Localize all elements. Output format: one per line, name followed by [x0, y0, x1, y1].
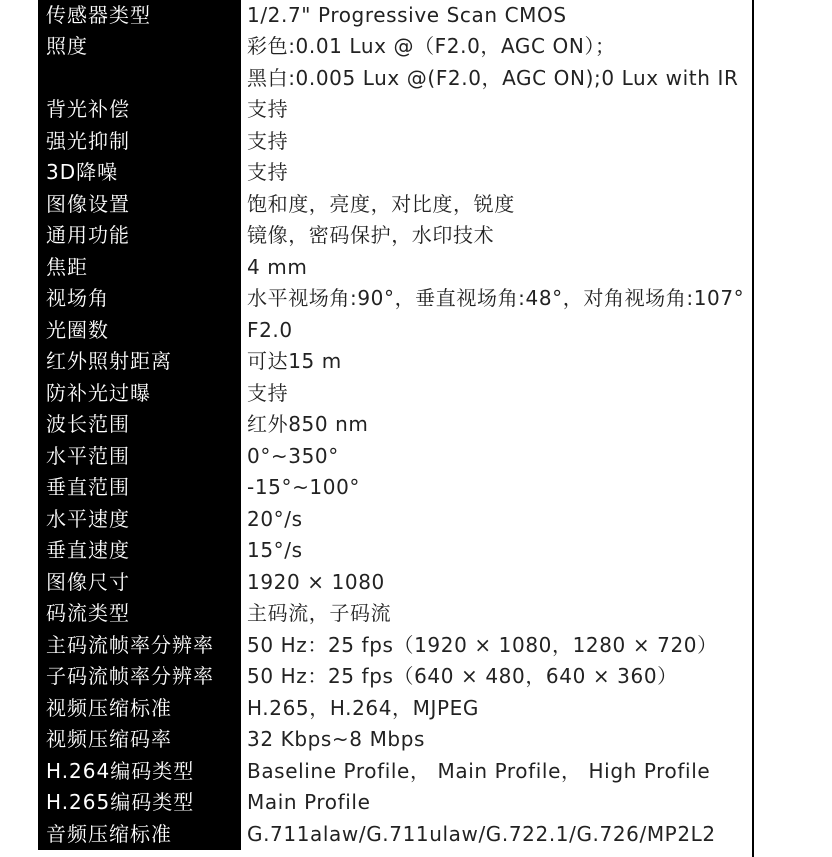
- spec-value: 1920 × 1080: [241, 567, 752, 599]
- spec-table-body: [38, 0, 752, 850]
- spec-value: F2.0: [241, 315, 752, 347]
- spec-label: 照度: [38, 31, 241, 63]
- spec-value: 镜像，密码保护，水印技术: [241, 220, 752, 252]
- spec-row: [38, 630, 752, 662]
- spec-label: 码流类型: [38, 598, 241, 630]
- spec-row: [38, 724, 752, 756]
- spec-label: 3D降噪: [38, 157, 241, 189]
- spec-label: 水平速度: [38, 504, 241, 536]
- spec-value: 支持: [241, 126, 752, 158]
- spec-value: 红外850 nm: [241, 409, 752, 441]
- spec-sheet: [38, 0, 754, 857]
- spec-row: [38, 441, 752, 473]
- spec-row: [38, 598, 752, 630]
- spec-value: 4 mm: [241, 252, 752, 284]
- spec-value: 彩色:0.01 Lux @（F2.0，AGC ON）；: [241, 31, 752, 63]
- spec-value: 主码流，子码流: [241, 598, 752, 630]
- spec-row: [38, 220, 752, 252]
- spec-label: 背光补偿: [38, 94, 241, 126]
- spec-row: [38, 819, 752, 851]
- spec-label: 垂直范围: [38, 472, 241, 504]
- spec-row: [38, 157, 752, 189]
- spec-label: 防补光过曝: [38, 378, 241, 410]
- spec-label: 图像设置: [38, 189, 241, 221]
- spec-value: 32 Kbps~8 Mbps: [241, 724, 752, 756]
- spec-value: 20°/s: [241, 504, 752, 536]
- spec-row: [38, 409, 752, 441]
- spec-value: 可达15 m: [241, 346, 752, 378]
- spec-label: 垂直速度: [38, 535, 241, 567]
- spec-row: [38, 126, 752, 158]
- spec-label: 主码流帧率分辨率: [38, 630, 241, 662]
- spec-value: 1/2.7" Progressive Scan CMOS: [241, 0, 752, 31]
- spec-value: 饱和度，亮度，对比度，锐度: [241, 189, 752, 221]
- spec-row: [38, 63, 752, 95]
- spec-row: [38, 283, 752, 315]
- spec-label: 强光抑制: [38, 126, 241, 158]
- spec-label: 红外照射距离: [38, 346, 241, 378]
- spec-value: -15°~100°: [241, 472, 752, 504]
- spec-row: [38, 535, 752, 567]
- spec-value: 支持: [241, 94, 752, 126]
- spec-row: [38, 472, 752, 504]
- spec-row: [38, 567, 752, 599]
- spec-label: 视场角: [38, 283, 241, 315]
- spec-label: 波长范围: [38, 409, 241, 441]
- spec-value: 支持: [241, 157, 752, 189]
- spec-value: G.711alaw/G.711ulaw/G.722.1/G.726/MP2L2: [241, 819, 752, 851]
- spec-label: 图像尺寸: [38, 567, 241, 599]
- spec-table: [38, 0, 752, 850]
- spec-row: [38, 94, 752, 126]
- spec-value: Baseline Profile， Main Profile， High Profile: [241, 756, 752, 788]
- spec-row: [38, 346, 752, 378]
- spec-value: Main Profile: [241, 787, 752, 819]
- spec-label: 视频压缩标准: [38, 693, 241, 725]
- spec-label: 光圈数: [38, 315, 241, 347]
- spec-row: [38, 661, 752, 693]
- spec-row: [38, 756, 752, 788]
- spec-label: 子码流帧率分辨率: [38, 661, 241, 693]
- spec-label: 视频压缩码率: [38, 724, 241, 756]
- spec-row: [38, 315, 752, 347]
- spec-label: 通用功能: [38, 220, 241, 252]
- spec-value: H.265，H.264，MJPEG: [241, 693, 752, 725]
- spec-row: [38, 693, 752, 725]
- spec-label: 音频压缩标准: [38, 819, 241, 851]
- spec-row: [38, 252, 752, 284]
- spec-value: 50 Hz：25 fps（640 × 480，640 × 360）: [241, 661, 752, 693]
- spec-value: 0°~350°: [241, 441, 752, 473]
- spec-value: 水平视场角:90°，垂直视场角:48°，对角视场角:107°: [241, 283, 752, 315]
- spec-row: [38, 378, 752, 410]
- spec-label: H.265编码类型: [38, 787, 241, 819]
- spec-value: 黑白:0.005 Lux @(F2.0，AGC ON);0 Lux with IR: [241, 63, 752, 95]
- spec-value: 15°/s: [241, 535, 752, 567]
- spec-label: 水平范围: [38, 441, 241, 473]
- spec-row: [38, 189, 752, 221]
- spec-value: 50 Hz：25 fps（1920 × 1080，1280 × 720）: [241, 630, 752, 662]
- spec-label: [38, 63, 241, 95]
- spec-label: H.264编码类型: [38, 756, 241, 788]
- spec-label: 焦距: [38, 252, 241, 284]
- spec-row: [38, 787, 752, 819]
- spec-value: 支持: [241, 378, 752, 410]
- spec-label: 传感器类型: [38, 0, 241, 31]
- spec-row: [38, 0, 752, 31]
- spec-row: [38, 31, 752, 63]
- spec-row: [38, 504, 752, 536]
